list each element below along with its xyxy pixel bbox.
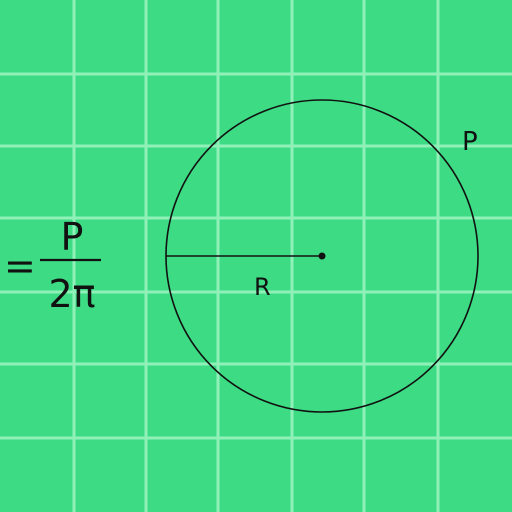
center-point	[319, 253, 326, 260]
perimeter-label: P	[462, 127, 478, 157]
formula-equals: =	[4, 244, 36, 288]
formula-numerator: P	[60, 215, 84, 259]
radius-label: R	[254, 273, 271, 301]
formula-denominator: 2π	[48, 272, 96, 316]
